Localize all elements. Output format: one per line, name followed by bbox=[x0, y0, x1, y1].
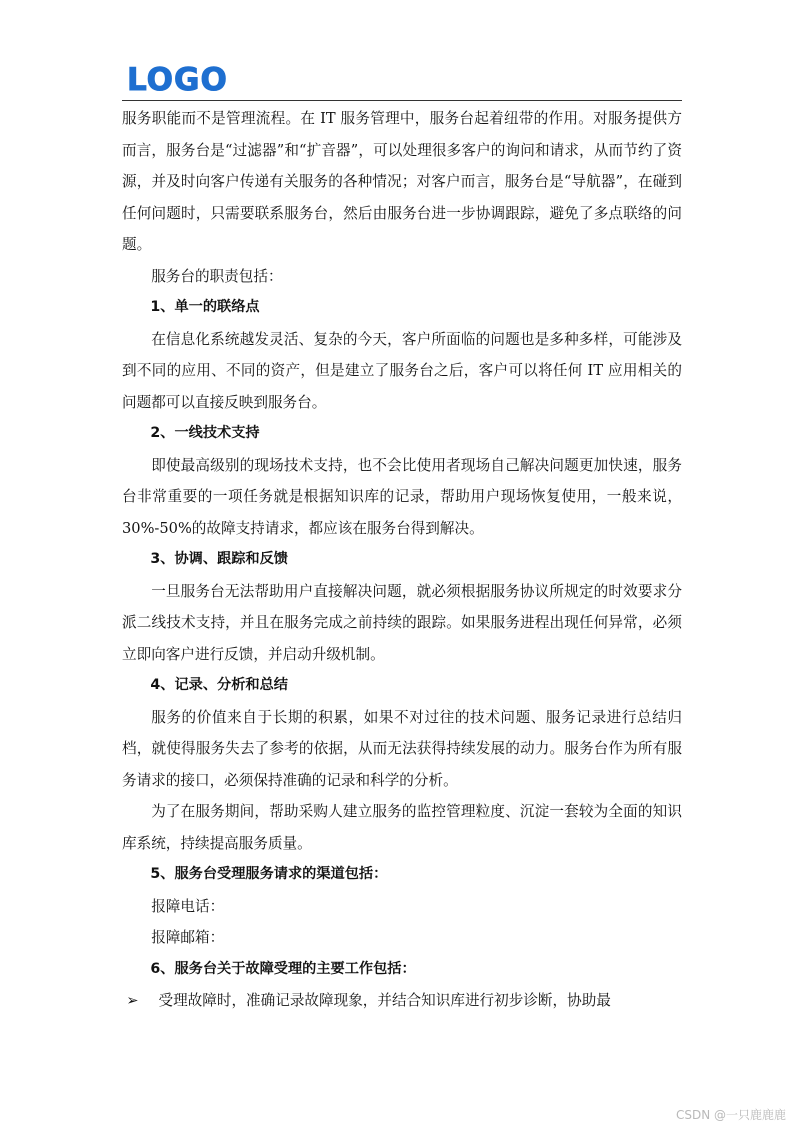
paragraph-coordination: 一旦服务台无法帮助用户直接解决问题，就必须根据服务协议所规定的时效要求分派二线技术支持，并且在服务完成之前持续的跟踪。如果服务进程出现任何异常，必须立即向客户进行反馈，并启动升级机制。 bbox=[122, 582, 682, 663]
paragraph-knowledge-base: 为了在服务期间，帮助采购人建立服务的监控管理粒度、沉淀一套较为全面的知识库系统，持续提高服务质量。 bbox=[122, 803, 682, 852]
channel-phone: 报障电话： bbox=[151, 897, 225, 915]
logo: LOGO bbox=[127, 62, 228, 98]
watermark: CSDN @一只鹿鹿鹿 bbox=[675, 1108, 786, 1122]
heading-channels: 5、服务台受理服务请求的渠道包括： bbox=[150, 866, 388, 882]
channel-email: 报障邮箱： bbox=[151, 929, 225, 946]
heading-recording: 4、记录、分析和总结 bbox=[150, 677, 288, 693]
page-header bbox=[122, 62, 682, 101]
list-item bbox=[122, 985, 682, 1017]
paragraph-single-contact: 在信息化系统越发灵活、复杂的今天，客户所面临的问题也是多种多样，可能涉及到不同的应用、不同的资产，但是建立了服务台之后，客户可以将任何 IT 应用相关的问题都可以直接反映到服务台。 bbox=[122, 330, 682, 411]
heading-first-line-support: 2、一线技术支持 bbox=[150, 425, 260, 441]
heading-single-contact: 1、单一的联络点 bbox=[150, 299, 260, 315]
paragraph-recording: 服务的价值来自于长期的积累，如果不对过往的技术问题、服务记录进行总结归档，就使得服务失去了参考的依据，从而无法获得持续发展的动力。服务台作为所有服务请求的接口，必须保持准确的记录和科学的分析。 bbox=[122, 708, 682, 789]
document-body bbox=[122, 103, 682, 1017]
arrow-bullet-icon: ➢ bbox=[126, 992, 139, 1009]
heading-fault-handling: 6、服务台关于故障受理的主要工作包括： bbox=[150, 960, 416, 977]
paragraph-first-line-support: 即使最高级别的现场技术支持，也不会比使用者现场自己解决问题更加快速，服务台非常重要的一项任务就是根据知识库的记录，帮助用户现场恢复使用，一般来说，30%-50%的故障支持请求，都应该在服务台得到解决。 bbox=[122, 456, 682, 537]
paragraph-duties-intro: 服务台的职责包括： bbox=[151, 267, 283, 285]
heading-coordination: 3、协调、跟踪和反馈 bbox=[150, 551, 288, 567]
list-item-text: 受理故障时，准确记录故障现象，并结合知识库进行初步诊断，协助最 bbox=[158, 992, 611, 1009]
paragraph-intro: 服务职能而不是管理流程。在 IT 服务管理中，服务台起着纽带的作用。对服务提供方而言，服务台是“过滤器”和“扩音器”，可以处理很多客户的询问和请求，从而节约了资源，并及时向客户传递有关服务的各种情况；对客户而言，服务台是“导航器”，在碰到任何问题时，只需要联系服务台，然后由服务台进一步协调跟踪，避免了多点联络的问题。 bbox=[122, 110, 682, 253]
